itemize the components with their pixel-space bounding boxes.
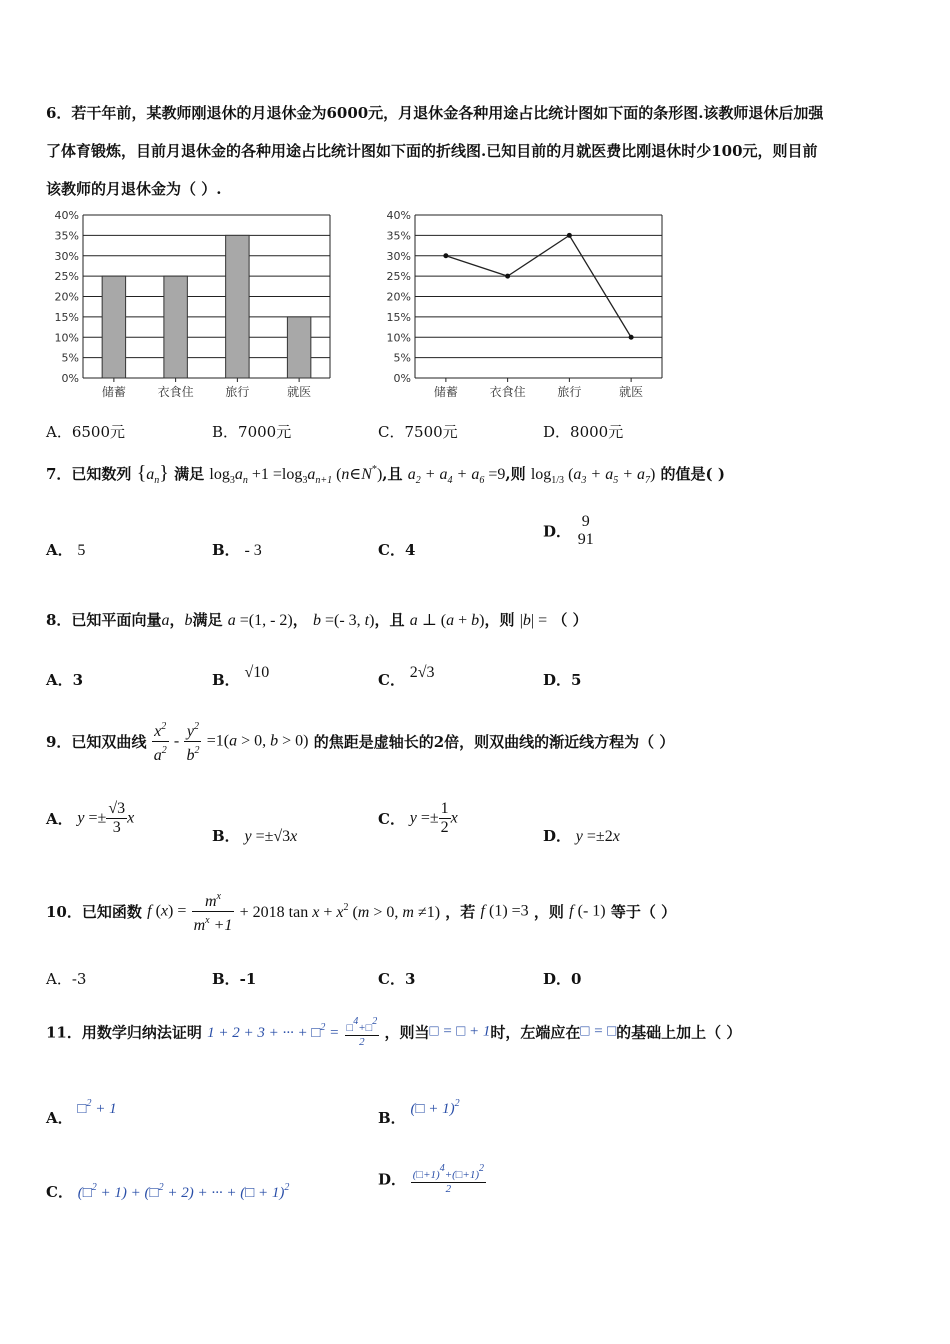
x-tick-label: 旅行 <box>225 385 250 399</box>
q9-stem: 9．已知双曲线 $\frac{x^2}{a^2}$ - $\frac{y^2}{b^2}$ =1(a > 0, b > 0) 的焦距是虚轴长的2倍，则双曲线的渐近线方程为（ ） <box>46 718 674 765</box>
line-chart <box>370 205 670 405</box>
bar <box>287 317 310 378</box>
q10-option-a[interactable]: A．-3 <box>46 970 87 988</box>
y-tick-label: 15% <box>386 310 411 324</box>
q6-option-a[interactable]: A．6500元 <box>46 423 126 441</box>
q6-option-d[interactable]: D．8000元 <box>543 423 624 441</box>
bar <box>164 276 187 378</box>
y-tick-label: 30% <box>386 249 411 263</box>
y-tick-label: 35% <box>54 229 79 243</box>
y-tick-label: 20% <box>386 290 411 304</box>
x-tick-label: 储蓄 <box>101 385 126 399</box>
q7-stem: 7．已知数列 $\{a_n\}$ 满足 $\log_3a_n +1 =\log_3a_{n+1}$ (n∈N*),且 $a_2 + a_4 + a_6 =9$,则 $\log_{1/3} (a_3 + a_5 + a_7)$ 的值是( ) <box>46 462 725 486</box>
q9-option-b[interactable]: B． y =±√3x <box>212 827 298 845</box>
q6-line2: 了体育锻炼，目前月退休金的各种用途占比统计图如下面的折线图.已知目前的月就医费比刚退休时少100元，则目前 <box>46 142 818 160</box>
y-tick-label: 40% <box>54 209 79 222</box>
series-line <box>446 235 631 337</box>
q7-seq: { <box>136 462 147 484</box>
q11-option-a[interactable]: A． □$^2$ + 1 <box>46 1098 117 1127</box>
q6-option-c[interactable]: C．7500元 <box>378 423 458 441</box>
x-tick-label: 旅行 <box>557 385 582 399</box>
x-tick-label: 就医 <box>619 385 644 399</box>
y-tick-label: 0% <box>393 372 411 385</box>
q10-stem: 10．已知函数 f (x) = $\frac{m^x}{m^x +1}$ + 2018 $\tan x + x^2$ (m > 0, m ≠1) ，若 f (1) =3 ，则 f (- 1) 等于（ ） <box>46 888 676 935</box>
bar <box>226 235 249 378</box>
y-tick-label: 25% <box>54 270 79 284</box>
q8-option-d[interactable]: D．5 <box>543 671 582 689</box>
q6-line3: 该教师的月退休金为（ ）. <box>46 180 222 198</box>
q7-option-a[interactable]: A． 5 <box>46 541 86 559</box>
q11-stem: 11．用数学归纳法证明 1 + 2 + 3 + ··· + □$^2$ = $\frac{□4+□2}{2}$ ，则当□ = □ + 1时，左端应在□ = □的基础上加上（ ） <box>46 1016 742 1048</box>
data-point <box>629 335 634 340</box>
data-point <box>443 253 448 258</box>
q10-option-c[interactable]: C．3 <box>378 970 416 988</box>
q8-option-b[interactable]: B． √10 <box>212 664 270 689</box>
q8-stem: 8．已知平面向量a，b满足 a =(1, - 2)， b =(- 3, t)，且 a ⊥ (a + b)，则 |b| = （ ） <box>46 611 588 629</box>
y-tick-label: 5% <box>61 351 79 365</box>
q11-option-b[interactable]: B． (□ + 1)$^2$ <box>378 1098 460 1127</box>
y-tick-label: 20% <box>54 290 79 304</box>
y-tick-label: 5% <box>393 351 411 365</box>
q11-option-c[interactable]: C． (□$^2$ + 1) + (□$^2$ + 2) + ··· + (□ + 1)$^2$ <box>46 1182 290 1201</box>
q8-option-c[interactable]: C． 2√3 <box>378 664 435 689</box>
q7-option-d[interactable]: D． 9 91 <box>543 513 594 548</box>
q11-option-d[interactable]: D． $\frac{(□+1)4+(□+1)2}{2}$ <box>378 1163 485 1195</box>
bar <box>102 276 125 378</box>
q6-line1: 6．若干年前，某教师刚退休的月退休金为6000元，月退休金各种用途占比统计图如下面的条形图.该教师退休后加强 <box>46 104 824 122</box>
data-point <box>567 233 572 238</box>
bar-chart <box>38 205 338 405</box>
q9-option-d[interactable]: D． y =±2x <box>543 827 620 845</box>
y-tick-label: 15% <box>54 310 79 324</box>
q8-option-a[interactable]: A．3 <box>46 671 84 689</box>
q7-option-b[interactable]: B． - 3 <box>212 541 262 559</box>
q10-option-d[interactable]: D．0 <box>543 970 582 988</box>
q6-option-b[interactable]: B．7000元 <box>212 423 292 441</box>
y-tick-label: 40% <box>386 209 411 222</box>
q9-option-c[interactable]: C． y =± $\frac{1}{2}$ x <box>378 800 458 836</box>
q10-option-b[interactable]: B．-1 <box>212 970 257 988</box>
x-tick-label: 储蓄 <box>433 385 458 399</box>
y-tick-label: 35% <box>386 229 411 243</box>
y-tick-label: 30% <box>54 249 79 263</box>
q7-option-c[interactable]: C．4 <box>378 541 416 559</box>
x-tick-label: 就医 <box>287 385 312 399</box>
y-tick-label: 10% <box>386 331 411 345</box>
q9-option-a[interactable]: A． y =± $\frac{√3}{3}$ x <box>46 800 135 836</box>
y-tick-label: 25% <box>386 270 411 284</box>
x-tick-label: 衣食住 <box>489 385 526 399</box>
y-tick-label: 10% <box>54 331 79 345</box>
data-point <box>505 274 510 279</box>
x-tick-label: 衣食住 <box>157 385 194 399</box>
y-tick-label: 0% <box>61 372 79 385</box>
